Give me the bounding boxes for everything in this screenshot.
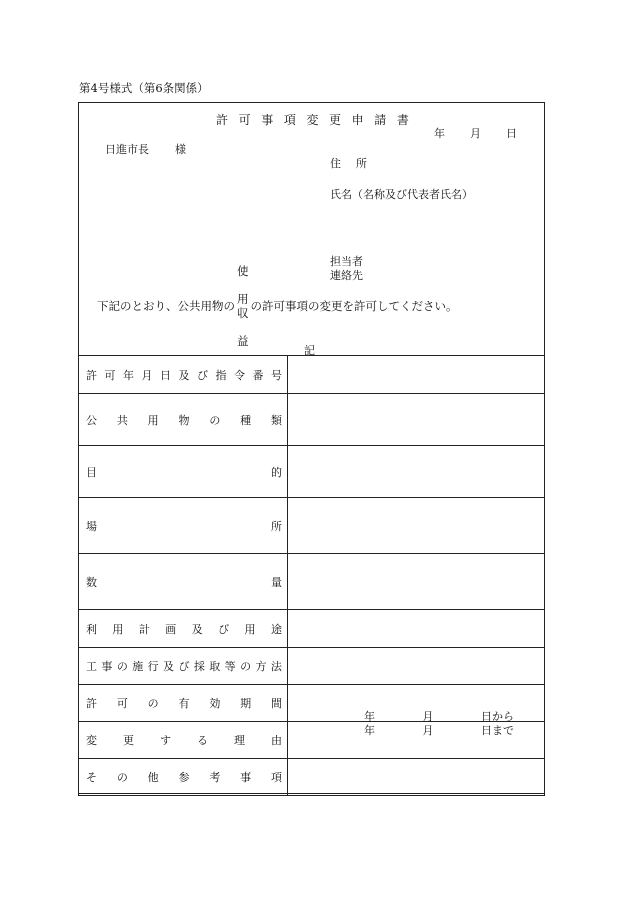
row-label: 場 所 [79,498,288,554]
name-label: 氏名（名称及び代表者氏名） [330,188,473,201]
row-label: 許 可 の 有 効 期 間 [79,685,288,722]
table-row [79,446,545,498]
form-number: 第4号様式（第6条関係） [79,81,209,95]
contact-label: 連絡先 [330,269,363,282]
address-label: 住 所 [330,157,367,170]
row-value[interactable] [288,446,545,498]
ki-heading: 記 [304,344,315,357]
row-label: 工 事 の 施 行 及 び 採 取 等 の 方 法 [79,648,288,685]
row-label: 目 的 [79,446,288,498]
period-end: 年 月 日まで [364,724,514,737]
row-label: 許 可 年 月 日 及 び 指 令 番 号 [79,356,288,394]
addressee-suffix: 様 [175,143,186,156]
row-label: 数 量 [79,554,288,610]
table-row [79,759,545,796]
row-value[interactable] [288,648,545,685]
row-label: 公 共 用 物 の 種 類 [79,394,288,446]
row-value[interactable] [288,554,545,610]
row-value[interactable] [288,394,545,446]
row-value[interactable] [288,356,545,394]
row-value[interactable] [288,759,545,796]
table-row [79,685,545,722]
row-label: 変 更 す る 理 由 [79,722,288,759]
usage-choice-profit: 収 益 [237,306,249,348]
usage-choice-use: 使 用 [237,264,249,306]
form-title: 許 可 事 項 変 更 申 請 書 [216,113,409,127]
addressee [105,141,186,157]
application-form [78,102,545,794]
request-statement: 下記のとおり、公共用物の 使 用 収 益 の許可事項の変更を許可してください。 [97,264,458,348]
row-label: 利 用 計 画 及 び 用 途 [79,610,288,648]
row-label: そ の 他 参 考 事 項 [79,759,288,796]
staff-label: 担当者 [330,255,363,268]
usage-type-choice [237,264,249,348]
period-start: 年 月 日から [364,710,514,723]
table-row [79,356,545,394]
details-table [78,355,545,796]
row-value[interactable] [288,498,545,554]
table-row [79,394,545,446]
table-row [79,648,545,685]
row-value[interactable] [288,610,545,648]
table-row [79,554,545,610]
table-row [79,610,545,648]
validity-period-value[interactable] [288,685,545,737]
date-field[interactable]: 年 月 日 [434,127,517,140]
addressee-name: 日進市長 [105,143,149,156]
table-row [79,498,545,554]
